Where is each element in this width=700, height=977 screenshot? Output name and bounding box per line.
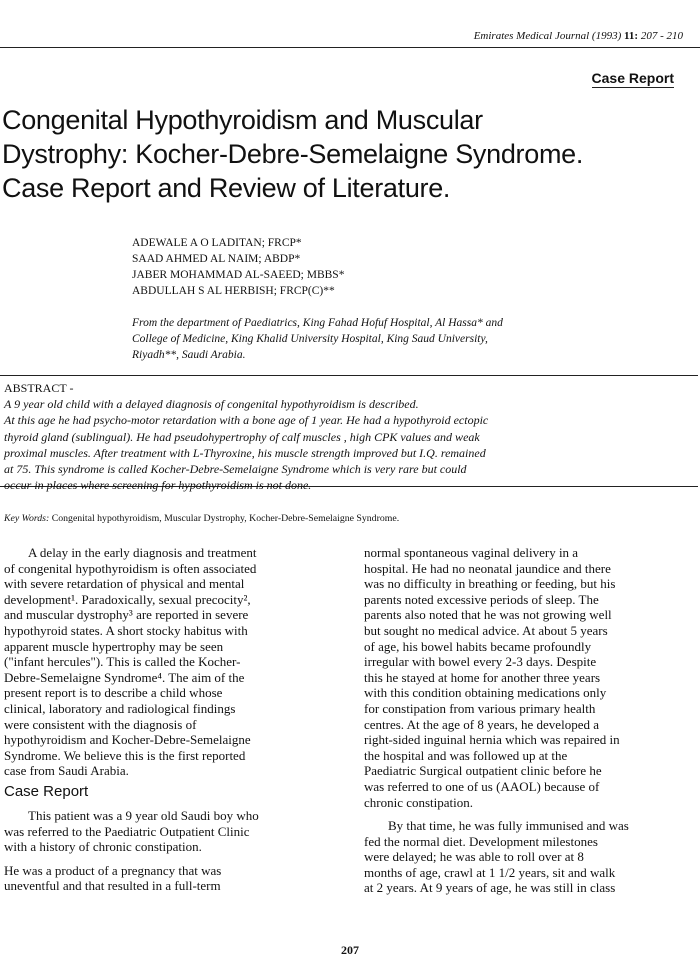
body-line: was referred to one of us (AAOL) because of <box>364 778 600 794</box>
author: ABDULLAH S AL HERBISH; FRCP(C)** <box>132 285 335 297</box>
body-line: parents also noted that he was not growing well <box>364 607 612 623</box>
abstract-line: At this age he had psycho-motor retardation with a bone age of 1 year. He had a hypothyroid ectopic <box>4 413 489 428</box>
title-line: Case Report and Review of Literature. <box>2 173 451 203</box>
body-line: parents noted excessive periods of sleep. The <box>364 591 599 607</box>
header-rule <box>0 47 700 48</box>
section-label: Case Report <box>591 70 674 86</box>
body-line: months of age, crawl at 1 1/2 years, sit and walk <box>364 864 616 880</box>
body-line: was no difficulty in breathing or feeding, but his <box>364 576 616 592</box>
body-line: and muscular dystrophy³ are reported in severe <box>4 607 249 623</box>
keywords-text: Congenital hypothyroidism, Muscular Dystrophy, Kocher-Debre-Semelaigne Syndrome. <box>51 513 400 524</box>
body-line: hypothyroid states. A short stocky habitus with <box>4 622 248 638</box>
body-line: A delay in the early diagnosis and treatment <box>28 545 257 560</box>
body-line: but sought no medical advice. At about 5 years <box>364 622 608 638</box>
abstract-line <box>4 380 694 412</box>
body-line: with this condition obtaining medications only <box>364 685 607 701</box>
journal-name: Emirates Medical Journal (1993) <box>473 30 622 42</box>
body-line: of congenital hypothyroidism is often associated <box>4 560 257 576</box>
running-head <box>0 30 683 42</box>
abstract-line: at 75. This syndrome is called Kocher-Debre-Semelaigne Syndrome which is very rare but could <box>4 462 467 477</box>
title-line: Congenital Hypothyroidism and Muscular <box>2 105 483 135</box>
body-line: with a history of chronic constipation. <box>4 839 202 855</box>
author: JABER MOHAMMAD AL-SAEED; MBBS* <box>132 269 345 281</box>
keywords-label: Key Words: <box>4 513 50 524</box>
author: ADEWALE A O LADITAN; FRCP* <box>132 237 302 249</box>
body-line: hypothyroidism and Kocher-Debre-Semelaigne <box>4 732 251 748</box>
abstract-line: thyroid gland (sublingual). He had pseudohypertrophy of calf muscles , high CPK values and weak <box>4 429 480 444</box>
affiliation-line: College of Medicine, King Khalid University Hospital, King Saud University, <box>132 333 488 345</box>
body-line: fed the normal diet. Development milestones <box>364 833 598 849</box>
body-line: He was a product of a pregnancy that was <box>4 862 222 878</box>
body-line: apparent muscle hypertrophy may be seen <box>4 638 224 654</box>
body-line: were consistent with the diagnosis of <box>4 716 197 732</box>
body-line: present report is to describe a child whose <box>4 685 223 701</box>
body-line: for constipation from various primary health <box>364 700 596 716</box>
keywords <box>4 513 399 524</box>
body-line: case from Saudi Arabia. <box>4 763 129 779</box>
body-line: the hospital and was followed up at the <box>364 747 568 763</box>
body-line: irregular with bowel every 2-3 days. Despite <box>364 654 597 670</box>
abstract-line: proximal muscles. After treatment with L-Thyroxine, his muscle strength improved but I.Q. remained <box>4 445 486 460</box>
body-line: at 2 years. At 9 years of age, he was still in class <box>364 880 616 896</box>
author: SAAD AHMED AL NAIM; ABDP* <box>132 253 301 265</box>
body-line: normal spontaneous vaginal delivery in a <box>364 545 579 560</box>
body-line: uneventful and that resulted in a full-term <box>4 878 221 894</box>
title-line: Dystrophy: Kocher-Debre-Semelaigne Syndrome. <box>2 139 584 169</box>
affiliation-line: Riyadh**, Saudi Arabia. <box>132 349 246 361</box>
journal-volume: 11: <box>624 30 639 42</box>
affiliation <box>132 315 672 363</box>
body-line: of age, his bowel habits became profoundly <box>364 638 592 654</box>
page-number: 207 <box>341 943 359 957</box>
body-line: were delayed; he was able to roll over at 8 <box>364 849 584 865</box>
paragraph-gap <box>4 855 340 863</box>
left-column <box>4 545 340 894</box>
case-report-heading: Case Report <box>4 782 89 800</box>
body-line: Syndrome. We believe this is the first reported <box>4 747 246 763</box>
body-line: hospital. He had no neonatal jaundice and there <box>364 560 611 576</box>
body-line: development¹. Paradoxically, sexual precocity², <box>4 591 251 607</box>
abstract-text: A 9 year old child with a delayed diagnosis of congenital hypothyroidism is described. <box>4 397 419 412</box>
body-line: Debre-Semelaigne Syndrome⁴. The aim of the <box>4 669 245 685</box>
body-line: this he stayed at home for another three years <box>364 669 601 685</box>
body-line: This patient was a 9 year old Saudi boy who <box>28 807 259 823</box>
abstract-label: ABSTRACT - <box>4 381 74 395</box>
abstract <box>4 380 694 493</box>
body-line: ("infant hercules"). This is called the Kocher- <box>4 654 241 670</box>
body-line: with severe retardation of physical and mental <box>4 576 245 592</box>
body-line: By that time, he was fully immunised and was <box>388 818 629 834</box>
journal-pages: 207 - 210 <box>640 30 683 42</box>
body-line: clinical, laboratory and radiological findings <box>4 700 236 716</box>
body-line: Paediatric Surgical outpatient clinic before he <box>364 763 602 779</box>
right-column <box>364 545 690 896</box>
body-line: right-sided inguinal hernia which was repaired in <box>364 732 620 748</box>
body-line: was referred to the Paediatric Outpatient Clinic <box>4 823 250 839</box>
affiliation-line: From the department of Paediatrics, King Fahad Hofuf Hospital, Al Hassa* and <box>132 317 503 329</box>
author-list <box>132 235 344 299</box>
article-title <box>2 103 692 205</box>
body-line: centres. At the age of 8 years, he developed a <box>364 716 599 732</box>
paragraph-gap <box>364 810 690 818</box>
abstract-line: occur in places where screening for hypothyroidism is not done. <box>4 478 312 493</box>
body-line: chronic constipation. <box>364 794 474 810</box>
